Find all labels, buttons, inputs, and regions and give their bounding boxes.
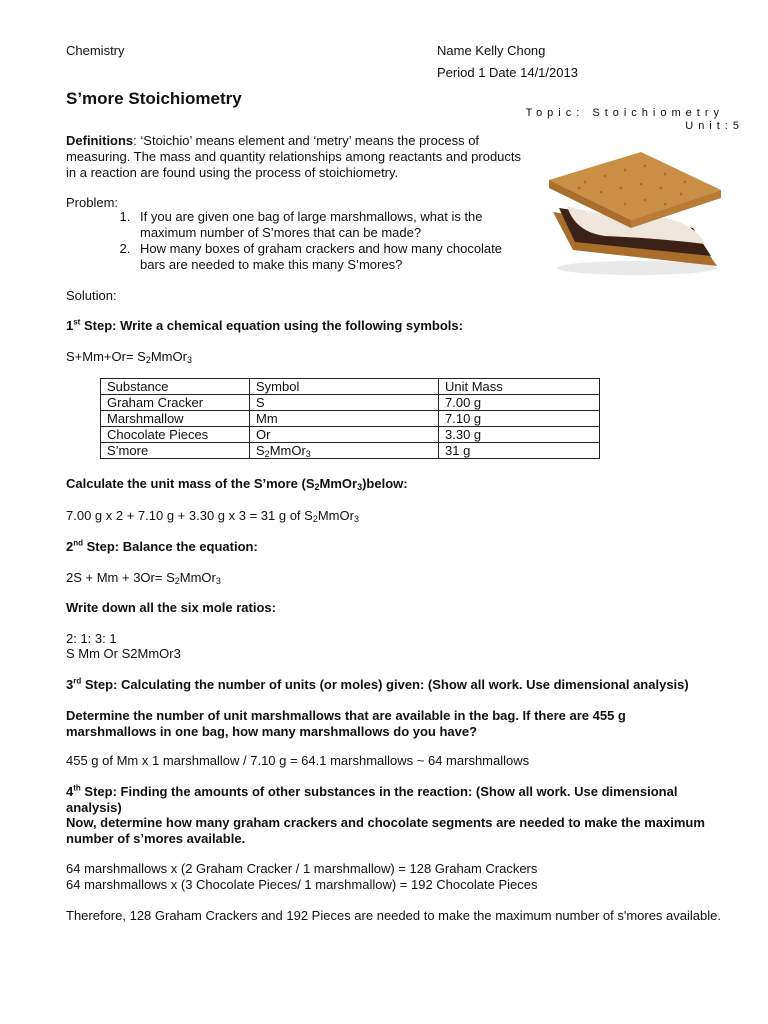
step4-prompt: Now, determine how many graham crackers and chocolate segments are needed to make the maximum number of s’mores available. [66, 815, 705, 846]
page-title: S’more Stoichiometry [66, 89, 242, 108]
table-cell: Mm [250, 411, 439, 427]
table-cell: Marshmallow [101, 411, 250, 427]
table-row [101, 427, 600, 443]
table-cell: $S_2MmOr_3$ [250, 443, 439, 459]
step3-prompt: Determine the number of unit marshmallows that are available in the bag. If there are 455 g marshmallows in one bag, how many marshmallows do you have? [66, 708, 626, 739]
table-cell: 31 g [439, 443, 600, 459]
table-row [101, 395, 600, 411]
definitions-label: Definitions [66, 133, 134, 148]
mole-ratios-heading: Write down all the six mole ratios: [66, 600, 276, 615]
step1-equation: $S+Mm+Or= S_2MmOr_3$ [66, 349, 192, 365]
definitions-paragraph [66, 133, 526, 181]
table-header-cell: Unit Mass [439, 379, 600, 395]
step2-equation: $2S + Mm + 3Or= S_2MmOr_3$ [66, 570, 221, 586]
table-row [101, 411, 600, 427]
table-cell: Chocolate Pieces [101, 427, 250, 443]
smore-image [545, 148, 725, 278]
table-cell: 7.10 g [439, 411, 600, 427]
step3-answer: 455 g of Mm x 1 marshmallow / 7.10 g = 64.1 marshmallows ~ 64 marshmallows [66, 753, 530, 768]
mole-ratios-values: 2: 1: 3: 1 [66, 631, 117, 646]
definitions-text: : ‘Stoichio’ means element and ‘metry’ means the process of measuring. The mass and quantity relationships among reactants and products in a reaction are found using the process of stoichiometry. [66, 133, 522, 180]
unit-mass-heading: Calculate the unit mass of the S’more $(S_2MmOr_3)below$: [66, 476, 408, 492]
table-cell: Or [250, 427, 439, 443]
step1-heading: 1st Step: Write a chemical equation using the following symbols: [66, 317, 463, 333]
mole-ratios-symbols: S Mm Or S2MmOr3 [66, 646, 181, 661]
solution-label: Solution: [66, 288, 117, 303]
problem-item: 1. If you are given one bag of large marshmallows, what is the maximum number of S’mores that can be made? [134, 209, 526, 241]
period-date: Period 1 Date 14/1/2013 [437, 65, 578, 80]
table-row [101, 443, 600, 459]
table-cell: S’more [101, 443, 250, 459]
problem-label: Problem: [66, 195, 119, 210]
table-header-row [101, 379, 600, 395]
table-cell: 7.00 g [439, 395, 600, 411]
step2-heading: 2nd Step: Balance the equation: [66, 538, 258, 554]
unit-mass-calculation: 7.00 g x 2 + 7.10 g + 3.30 g x 3 = 31 g of $S_2MmOr_3$ [66, 508, 359, 524]
problem-list [66, 209, 526, 273]
subject-label: Chemistry [66, 43, 125, 58]
table-cell: 3.30 g [439, 427, 600, 443]
topic-label: Topic: Stoichiometry [525, 107, 724, 119]
substance-table [100, 378, 600, 459]
table-header-cell: Symbol [250, 379, 439, 395]
table-cell: S [250, 395, 439, 411]
step3-heading: 3rd Step: Calculating the number of units (or moles) given: (Show all work. Use dimensional analysis) [66, 676, 689, 692]
problem-item: 2. How many boxes of graham crackers and how many chocolate bars are needed to make this many S’mores? [134, 241, 526, 273]
table-header-cell: Substance [101, 379, 250, 395]
unit-label: Unit:5 [685, 120, 744, 132]
table-cell: Graham Cracker [101, 395, 250, 411]
step4-answer-graham: 64 marshmallows x (2 Graham Cracker / 1 marshmallow) = 128 Graham Crackers [66, 861, 538, 876]
student-name: Name Kelly Chong [437, 43, 546, 58]
step4-answer-chocolate: 64 marshmallows x (3 Chocolate Pieces/ 1 marshmallow) = 192 Chocolate Pieces [66, 877, 538, 892]
step4-heading: 4th Step: Finding the amounts of other substances in the reaction: (Show all work. Use dimensional analysis) [66, 783, 678, 815]
conclusion-paragraph: Therefore, 128 Graham Crackers and 192 Pieces are needed to make the maximum number of s'mores available. [66, 908, 721, 923]
